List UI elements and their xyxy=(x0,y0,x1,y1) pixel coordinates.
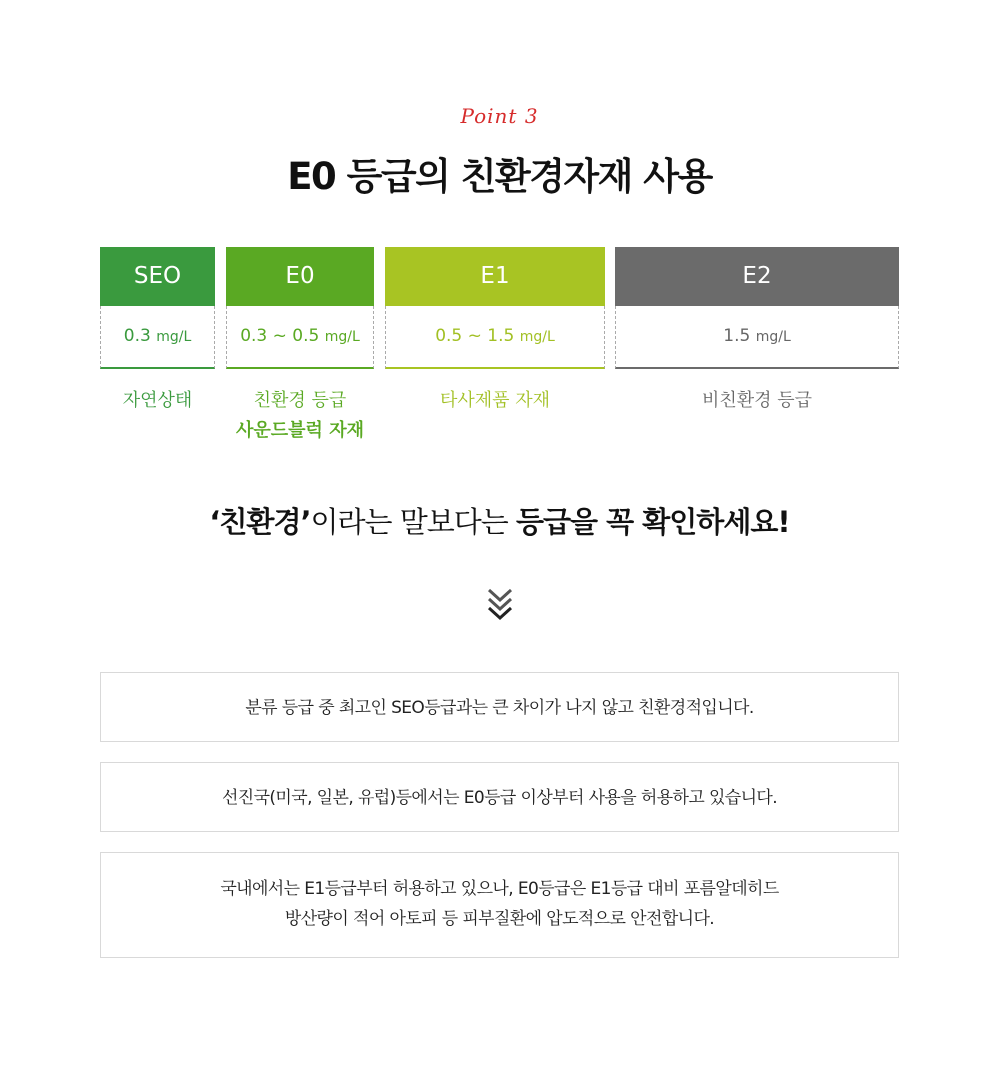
grade-name: E1 xyxy=(385,247,605,306)
grade-unit: mg/L xyxy=(519,329,555,345)
grade-unit: mg/L xyxy=(156,329,192,345)
grade-value-box xyxy=(385,306,605,369)
grade-note-text: 타사제품 자재 xyxy=(439,390,551,411)
grade-unit: mg/L xyxy=(324,329,360,345)
grade-note-e2 xyxy=(615,386,899,416)
slogan-text: 이라는 말보다는 xyxy=(310,505,517,539)
grade-value-box xyxy=(226,306,374,369)
grade-value-box xyxy=(615,306,899,369)
grade-note-highlight: 사운드블럭 자재 xyxy=(236,420,364,441)
info-text: 국내에서는 E1등급부터 허용하고 있으나, E0등급은 E1등급 대비 포름알데히드 xyxy=(220,879,779,899)
grade-column-e0 xyxy=(226,247,374,369)
grade-note-text: 친환경 등급 xyxy=(253,390,347,411)
info-box xyxy=(100,762,899,832)
grade-note-e0 xyxy=(220,386,380,446)
slogan-highlight: ‘친환경’ xyxy=(209,505,311,539)
grade-note-text: 비친환경 등급 xyxy=(701,390,813,411)
info-text: 분류 등급 중 최고인 SEO등급과는 큰 차이가 나지 않고 친환경적입니다. xyxy=(245,698,754,718)
triple-chevron-down-icon xyxy=(485,586,515,622)
grade-note-e1 xyxy=(385,386,605,416)
slogan-emphasis: 등급을 꼭 확인하세요! xyxy=(516,505,790,539)
grade-value: 0.3 xyxy=(123,326,151,346)
page-title: E0 등급의 친환경자재 사용 xyxy=(287,155,712,198)
grade-note-seo xyxy=(100,386,215,416)
grade-unit: mg/L xyxy=(755,329,791,345)
slogan xyxy=(0,500,999,541)
info-text: 선진국(미국, 일본, 유럽)등에서는 E0등급 이상부터 사용을 허용하고 있습니다. xyxy=(221,788,778,808)
grade-name: SEO xyxy=(100,247,215,306)
grade-name: E0 xyxy=(226,247,374,306)
grade-value: 0.5 ~ 1.5 xyxy=(435,326,515,346)
grade-column-seo xyxy=(100,247,215,369)
grade-value: 1.5 xyxy=(723,326,751,346)
grade-column-e1 xyxy=(385,247,605,369)
grade-column-e2 xyxy=(615,247,899,369)
grade-value: 0.3 ~ 0.5 xyxy=(240,326,320,346)
point-label: Point 3 xyxy=(460,104,539,128)
grade-name: E2 xyxy=(615,247,899,306)
info-box xyxy=(100,852,899,958)
grade-value-box xyxy=(100,306,215,369)
info-box xyxy=(100,672,899,742)
grade-note-text: 자연상태 xyxy=(122,390,193,411)
info-text: 방산량이 적어 아토피 등 피부질환에 압도적으로 안전합니다. xyxy=(284,909,715,929)
